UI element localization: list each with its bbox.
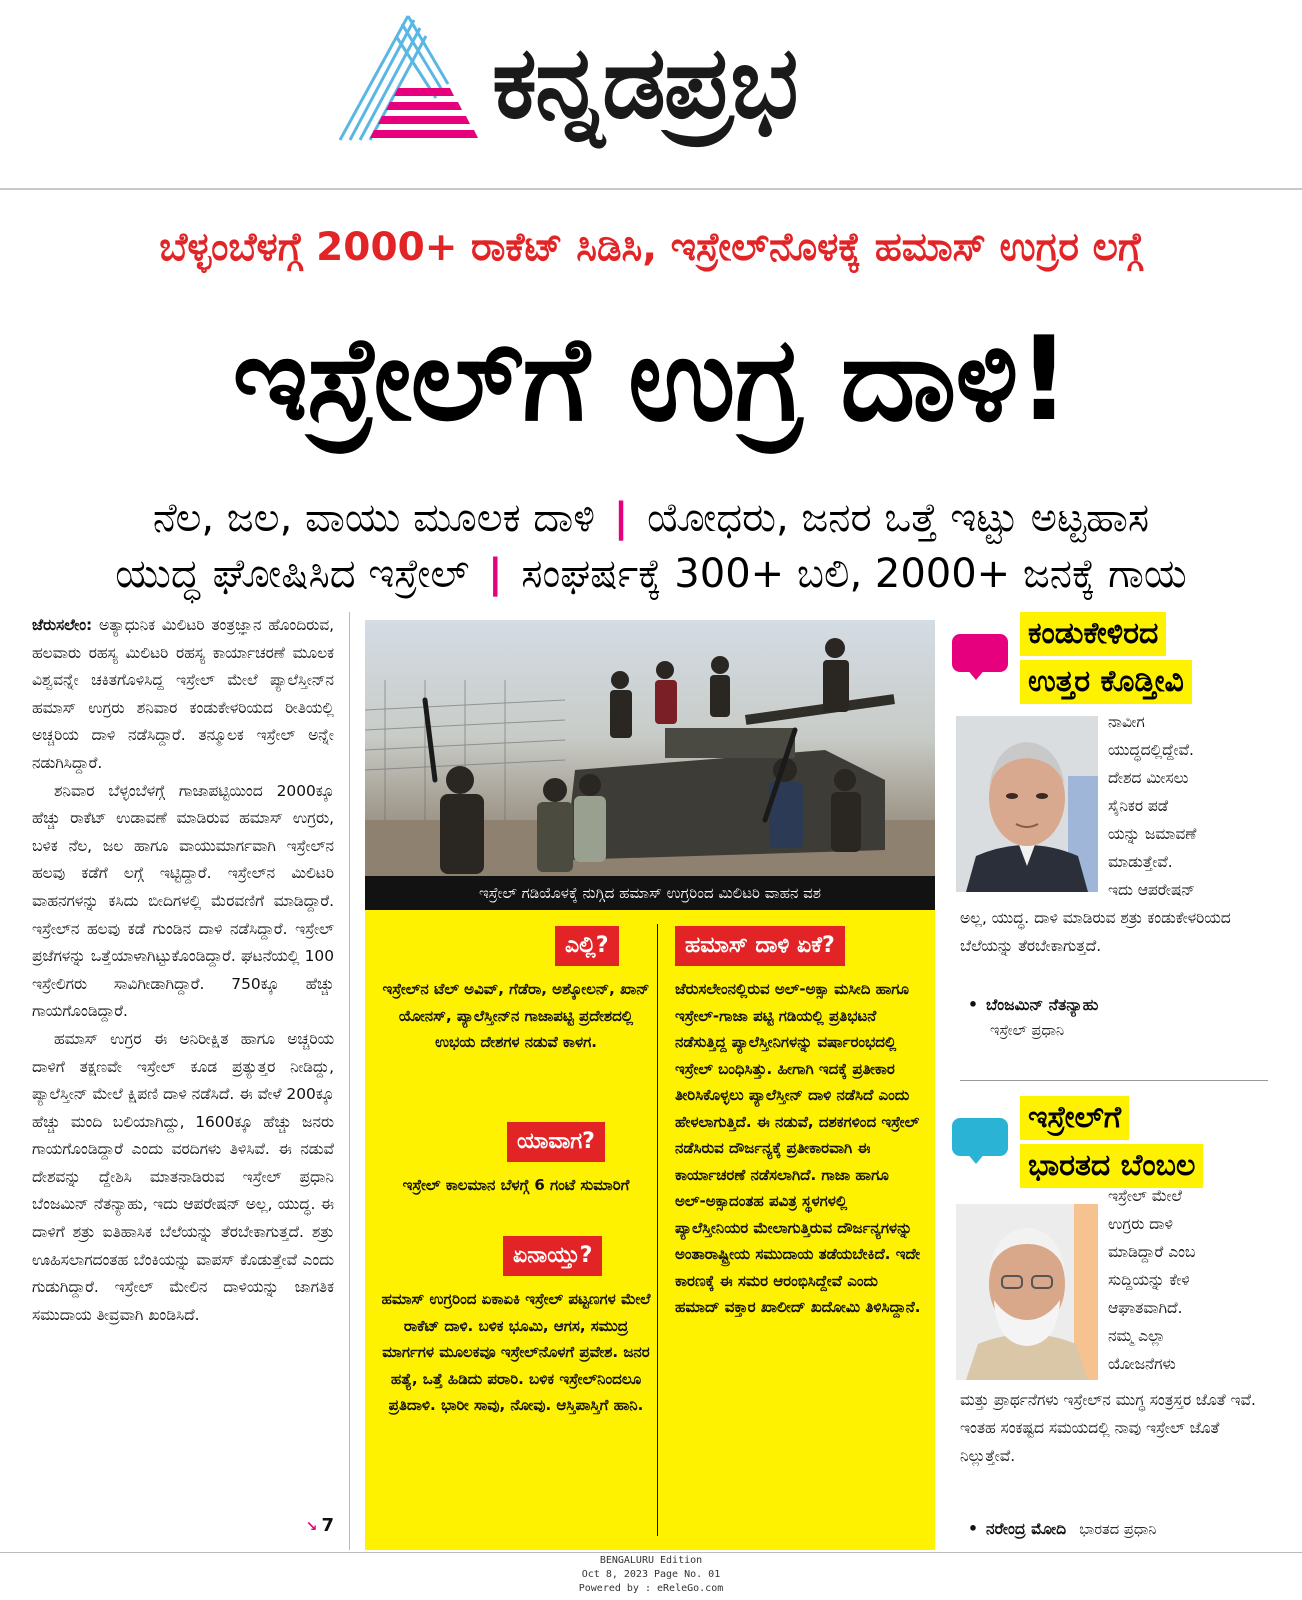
what-tag: ಏನಾಯ್ತು?: [503, 1236, 602, 1276]
what-text: ಹಮಾಸ್ ಉಗ್ರರಿಂದ ಏಕಾಏಕಿ ಇಸ್ರೇಲ್ ಪಟ್ಟಣಗಳ ಮೇಲೆ ರಾಕೆಟ್ ದಾಳಿ. ಬಳಿಕ ಭೂಮಿ, ಆಗಸ, ಸಮುದ್ರ ಮಾರ್ಗಗಳ ಮೂಲಕವೂ ಇಸ್ರೇಲ್‌ನೊಳಗೆ ಪ್ರವೇಶ. ಜನರ ಹತ್ಯೆ, ಒತ್ತೆ ಹಿಡಿದು ಪರಾರಿ. ಬಳಿಕ ಇಸ್ರೇಲ್‌ನಿಂದಲೂ ಪ್ರತಿದಾಳಿ. ಭಾರೀ ಸಾವು, ನೋವು. ಆಸ್ತಿಪಾಸ್ತಿಗೆ ಹಾನಿ.: [381, 1290, 651, 1414]
when-tag: ಯಾವಾಗ?: [507, 1122, 605, 1162]
story-paragraph-1: [32, 612, 334, 778]
netanyahu-quote-rest: ಅಲ್ಲ, ಯುದ್ಧ. ದಾಳಿ ಮಾಡಿರುವ ಶತ್ರು ಕಂಡುಕೇಳರಿಯದ ಬೆಲೆಯನ್ನು ತೆರಬೇಕಾಗುತ್ತದೆ.: [960, 909, 1231, 955]
modi-heading-1: ಇಸ್ರೇಲ್‌ಗೆ: [1020, 1096, 1129, 1140]
news-photo: [365, 620, 935, 910]
page-footer: [0, 1554, 1302, 1596]
deck-1a: ನೆಲ, ಜಲ, ವಾಯು ಮೂಲಕ ದಾಳಿ: [152, 495, 596, 541]
netanyahu-quote-lines: [1108, 708, 1268, 904]
quote-line: ಉಗ್ರರು ದಾಳಿ: [1108, 1215, 1173, 1233]
quote-line: ನಾವೀಗ: [1108, 713, 1145, 731]
story-p1-text: ಅತ್ಯಾಧುನಿಕ ಮಿಲಿಟರಿ ತಂತ್ರಜ್ಞಾನ ಹೊಂದಿರುವ, ಹಲವಾರು ರಹಸ್ಯ ಮಿಲಿಟರಿ ರಹಸ್ಯ ಕಾರ್ಯಾಚರಣೆ ಮೂಲಕ ವಿಶ್ವವನ್ನೇ ಚಕಿತಗೊಳಿಸಿದ್ದ ಇಸ್ರೇಲ್ ಮೇಲೆ ಪ್ಯಾಲೆಸ್ತೀನ್‌ನ ಹಮಾಸ್ ಉಗ್ರರು ಶನಿವಾರ ಕಂಡುಕೇಳರಿಯದ ರೀತಿಯಲ್ಲಿ ಅಚ್ಚರಿಯ ದಾಳಿ ನಡೆಸಿದ್ದಾರೆ. ತನ್ಮೂಲಕ ಇಸ್ರೇಲ್ ಅನ್ನೇ ನಡುಗಿಸಿದ್ದಾರೆ.: [32, 616, 334, 772]
main-headline: ಇಸ್ರೇಲ್‌ಗೆ ಉಗ್ರ ದಾಳಿ!: [232, 312, 1070, 447]
quote-line: ಯುದ್ಧದಲ್ಲಿದ್ದೇವೆ.: [1108, 741, 1194, 759]
deck-line-1: [18, 492, 1284, 544]
column-divider: [349, 612, 350, 1550]
continued-on-page[interactable]: [306, 1512, 334, 1542]
modi-quote-rest: ಮತ್ತು ಪ್ರಾರ್ಥನೆಗಳು ಇಸ್ರೇಲ್‌ನ ಮುಗ್ಧ ಸಂತ್ರಸ್ತರ ಜೊತೆ ಇವೆ. ಇಂತಹ ಸಂಕಷ್ಟದ ಸಮಯದಲ್ಲಿ ನಾವು ಇಸ್ರೇಲ್ ಜೊತೆ ನಿಲ್ಲುತ್ತೇವೆ.: [960, 1391, 1256, 1465]
netanyahu-role: ಇಸ್ರೇಲ್ ಪ್ರಧಾನಿ: [990, 1022, 1065, 1039]
modi-portrait: [956, 1204, 1098, 1380]
story-paragraph-3: ಹಮಾಸ್ ಉಗ್ರರ ಈ ಅನಿರೀಕ್ಷಿತ ಹಾಗೂ ಅಚ್ಚರಿಯ ದಾಳಿಗೆ ತಕ್ಷಣವೇ ಇಸ್ರೇಲ್ ಕೂಡ ಪ್ರತ್ಯುತ್ತರ ನೀಡಿದ್ದು, ಪ್ಯಾಲೆಸ್ತೀನ್ ಮೇಲೆ ಕ್ಷಿಪಣಿ ದಾಳಿ ನಡೆಸಿದೆ. ಈ ವೇಳೆ 200ಕ್ಕೂ ಹೆಚ್ಚು ಮಂದಿ ಬಲಿಯಾಗಿದ್ದು, 1600ಕ್ಕೂ ಹೆಚ್ಚು ಜನರು ಗಾಯಗೊಂಡಿದ್ದಾರೆ ಎಂದು ವರದಿಗಳು ತಿಳಿಸಿವೆ. ಈ ನಡುವೆ ದೇಶವನ್ನು ದ್ದೇಶಿಸಿ ಮಾತನಾಡಿರುವ ಇಸ್ರೇಲ್ ಪ್ರಧಾನಿ ಬೆಂಜಮಿನ್ ನೆತನ್ಯಾಹು, ಇದು ಆಪರೇಷನ್ ಅಲ್ಲ, ಯುದ್ಧ. ಈ ದಾಳಿಗೆ ಶತ್ರು ಐತಿಹಾಸಿಕ ಬೆಲೆಯನ್ನು ತೆರಬೇಕಾಗುತ್ತದೆ. ಶತ್ರು ಊಹಿಸಲಾಗದಂತಹ ಬೆಂಕಿಯನ್ನು ವಾಪಸ್ ಕೊಡುತ್ತೇವೆ ಎಂದು ಗುಡುಗಿದ್ದಾರೆ. ಇಸ್ರೇಲ್ ಮೇಲಿನ ದಾಳಿಯನ್ನು ಜಾಗತಿಕ ಸಮುದಾಯ ತೀವ್ರವಾಗಿ ಖಂಡಿಸಿದೆ.: [32, 1029, 334, 1324]
quote-line: ಮಾಡುತ್ತೇವೆ.: [1108, 853, 1173, 871]
where-tag: ಎಲ್ಲಿ?: [555, 926, 619, 966]
deck-2b: ಸಂಘರ್ಷಕ್ಕೆ 300+ ಬಲಿ, 2000+ ಜನಕ್ಕೆ ಗಾಯ: [521, 551, 1187, 597]
lead-story: [32, 612, 334, 1548]
modi-quote-lines: [1108, 1182, 1268, 1378]
bubble-tail: [966, 668, 986, 680]
modi-role: ಭಾರತದ ಪ್ರಧಾನಿ: [1079, 1521, 1157, 1538]
deck-separator: |: [487, 551, 503, 597]
when-text: ಇಸ್ರೇಲ್ ಕಾಲಮಾನ ಬೆಳಗ್ಗೆ 6 ಗಂಟೆ ಸುಮಾರಿಗೆ: [402, 1176, 630, 1194]
why-tag: ಹಮಾಸ್ ದಾಳಿ ಏಕೆ?: [675, 926, 845, 966]
bullet: •: [968, 996, 978, 1014]
powered-by-link[interactable]: Powered by : eReleGo.com: [578, 1583, 724, 1594]
netanyahu-attribution: [968, 992, 1098, 1018]
photo-caption: ಇಸ್ರೇಲ್ ಗಡಿಯೊಳಕ್ಕೆ ನುಗ್ಗಿದ ಹಮಾಸ್ ಉಗ್ರರಿಂದ ಮಿಲಿಟರಿ ವಾಹನ ವಶ: [365, 876, 935, 910]
quote-line: ಸೈನಿಕರ ಪಡೆ: [1108, 797, 1169, 815]
story-paragraph-2: ಶನಿವಾರ ಬೆಳ್ಳಂಬೆಳಗ್ಗೆ ಗಾಜಾಪಟ್ಟಿಯಿಂದ 2000ಕ್ಕೂ ಹೆಚ್ಚು ರಾಕೆಟ್ ಉಡಾವಣೆ ಮಾಡಿರುವ ಹಮಾಸ್ ಉಗ್ರರು, ಬಳಿಕ ನೆಲ, ಜಲ ಹಾಗೂ ವಾಯುಮಾರ್ಗವಾಗಿ ಇಸ್ರೇಲ್‌ನ ಹಲವು ಕಡೆಗೆ ಲಗ್ಗೆ ಇಟ್ಟಿದ್ದಾರೆ. ಇಸ್ರೇಲ್‌ನ ಮಿಲಿಟರಿ ವಾಹನಗಳನ್ನು ಕಸಿದು ಬೀದಿಗಳಲ್ಲಿ ಮೆರವಣಿಗೆ ಮಾಡಿದ್ದಾರೆ. ಇಸ್ರೇಲ್‌ನ ಹಲವು ಕಡೆ ಗುಂಡಿನ ದಾಳಿ ನಡೆಸಿದ್ದಾರೆ. ಇಸ್ರೇಲ್ ಪ್ರಜೆಗಳನ್ನು ಒತ್ತೆಯಾಳಾಗಿಟ್ಟುಕೊಂಡಿದ್ದಾರೆ. ಘಟನೆಯಲ್ಲಿ 100 ಇಸ್ರೇಲಿಗರು ಸಾವಿಗೀಡಾಗಿದ್ದಾರೆ. 750ಕ್ಕೂ ಹೆಚ್ಚು ಗಾಯಗೊಂಡಿದ್ದಾರೆ.: [32, 781, 334, 1021]
bullet: •: [968, 1520, 978, 1538]
where-text: ಇಸ್ರೇಲ್‌ನ ಟೆಲ್ ಅವಿವ್, ಗೆಡೆರಾ, ಅಶ್ಕೋಲನ್, ಖಾನ್ ಯೋನಸ್, ಪ್ಯಾಲೆಸ್ತೀನ್‌ನ ಗಾಜಾಪಟ್ಟಿ ಪ್ರದೇಶದಲ್ಲಿ ಉಭಯ ದೇಶಗಳ ನಡುವೆ ಕಾಳಗ.: [382, 980, 650, 1051]
masthead: [0, 0, 1302, 190]
deck-2a: ಯುದ್ಧ ಘೋಷಿಸಿದ ಇಸ್ರೇಲ್: [115, 551, 470, 597]
bubble-body: [952, 634, 1008, 672]
photo-illustration: [365, 620, 935, 910]
quote-line: ಇಸ್ರೇಲ್ ಮೇಲೆ: [1108, 1187, 1182, 1205]
continued-arrow-icon: ↘: [305, 1519, 318, 1536]
netanyahu-name: ಬೆಂಜಮಿನ್ ನೆತನ್ಯಾಹು: [985, 996, 1099, 1014]
quote-line: ಸುದ್ದಿಯನ್ನು ಕೇಳಿ: [1108, 1271, 1190, 1289]
netanyahu-heading-2: ಉತ್ತರ ಕೊಡ್ತೀವಿ: [1020, 660, 1192, 704]
netanyahu-portrait-illustration: [956, 716, 1098, 892]
modi-attribution: [968, 1516, 1157, 1543]
explainer-box: [365, 910, 935, 1550]
stacked-triangle-logo-icon: [338, 14, 488, 142]
bubble-body: [952, 1118, 1008, 1156]
quote-line: ಮಾಡಿದ್ದಾರೆ ಎಂಬ: [1108, 1243, 1196, 1261]
explainer-divider: [657, 924, 658, 1536]
jump-page-number: 7: [321, 1515, 334, 1537]
quote-line: ಯನ್ನು ಜಮಾವಣೆ: [1108, 825, 1197, 843]
dateline: ಜೆರುಸಲೇಂ:: [32, 616, 93, 634]
kicker-headline: ಬೆಳ್ಳಂಬೆಳಗ್ಗೆ 2000+ ರಾಕೆಟ್ ಸಿಡಿಸಿ, ಇಸ್ರೇಲ್‌ನೊಳಕ್ಕೆ ಹಮಾಸ್ ಉಗ್ರರ ಲಗ್ಗೆ: [159, 225, 1143, 270]
quote-line: ಇದು ಆಪರೇಷನ್: [1108, 881, 1195, 899]
speech-bubble-icon: [952, 1118, 1008, 1164]
newspaper-name: ಕನ್ನಡಪ್ರಭ: [492, 24, 797, 141]
netanyahu-portrait: [956, 716, 1098, 892]
edition-label: BENGALURU Edition: [599, 1555, 703, 1566]
deck-line-2: [18, 548, 1284, 600]
quote-line: ಆಘಾತವಾಗಿದೆ.: [1108, 1299, 1183, 1317]
netanyahu-heading-1: ಕಂಡುಕೇಳಿರದ: [1020, 612, 1166, 656]
modi-name: ನರೇಂದ್ರ ಮೋದಿ: [985, 1520, 1067, 1538]
reaction-sidebar: [960, 612, 1280, 1552]
footer-rule: [0, 1552, 1302, 1553]
deck-separator: |: [613, 495, 629, 541]
speech-bubble-icon: [952, 634, 1008, 680]
quote-line: ಯೋಜನೆಗಳು: [1108, 1355, 1176, 1373]
bubble-tail: [966, 1152, 986, 1164]
why-text: ಜೆರುಸಲೇಂನಲ್ಲಿರುವ ಅಲ್-ಅಕ್ಸಾ ಮಸೀದಿ ಹಾಗೂ ಇಸ್ರೇಲ್-ಗಾಜಾ ಪಟ್ಟಿ ಗಡಿಯಲ್ಲಿ ಪ್ರತಿಭಟನೆ ನಡೆಸುತ್ತಿದ್ದ ಪ್ಯಾಲೆಸ್ತೀನಿಗಳನ್ನು ವರ್ಷಾರಂಭದಲ್ಲಿ ಇಸ್ರೇಲ್ ಬಂಧಿಸಿತ್ತು. ಹೀಗಾಗಿ ಇದಕ್ಕೆ ಪ್ರತೀಕಾರ ತೀರಿಸಿಕೊಳ್ಳಲು ಪ್ಯಾಲೆಸ್ತೀನ್ ದಾಳಿ ನಡೆಸಿದೆ ಎಂದು ಹೇಳಲಾಗುತ್ತಿದೆ. ಈ ನಡುವೆ, ದಶಕಗಳಿಂದ ಇಸ್ರೇಲ್ ನಡೆಸಿರುವ ದೌರ್ಜನ್ಯಕ್ಕೆ ಪ್ರತೀಕಾರವಾಗಿ ಈ ಕಾರ್ಯಾಚರಣೆ ನಡೆಸಲಾಗಿದೆ. ಗಾಜಾ ಹಾಗೂ ಅಲ್-ಅಕ್ಸಾದಂತಹ ಪವಿತ್ರ ಸ್ಥಳಗಳಲ್ಲಿ ಪ್ಯಾಲೆಸ್ತೀನಿಯರ ಮೇಲಾಗುತ್ತಿರುವ ದೌರ್ಜನ್ಯಗಳನ್ನು ಅಂತಾರಾಷ್ಟ್ರೀಯ ಸಮುದಾಯ ತಡೆಯಬೇಕಿದೆ. ಇದೇ ಕಾರಣಕ್ಕೆ ಈ ಸಮರ ಆರಂಭಿಸಿದ್ದೇವೆ ಎಂದು ಹಮಾದ್ ವಕ್ತಾರ ಖಾಲೀದ್ ಖದೋಮಿ ತಿಳಿಸಿದ್ದಾನೆ.: [675, 980, 921, 1316]
modi-portrait-illustration: [956, 1204, 1098, 1380]
modi-heading-2: ಭಾರತದ ಬೆಂಬಲ: [1020, 1144, 1203, 1188]
masthead-rule: [0, 188, 1302, 190]
quote-line: ದೇಶದ ಮೀಸಲು: [1108, 769, 1189, 787]
sidebar-separator: [960, 1080, 1268, 1081]
date-page-label: Oct 8, 2023 Page No. 01: [581, 1569, 721, 1580]
deck-1b: ಯೋಧರು, ಜನರ ಒತ್ತೆ ಇಟ್ಟು ಅಟ್ಟಹಾಸ: [647, 495, 1150, 541]
quote-line: ನಮ್ಮ ಎಲ್ಲಾ: [1108, 1327, 1166, 1345]
